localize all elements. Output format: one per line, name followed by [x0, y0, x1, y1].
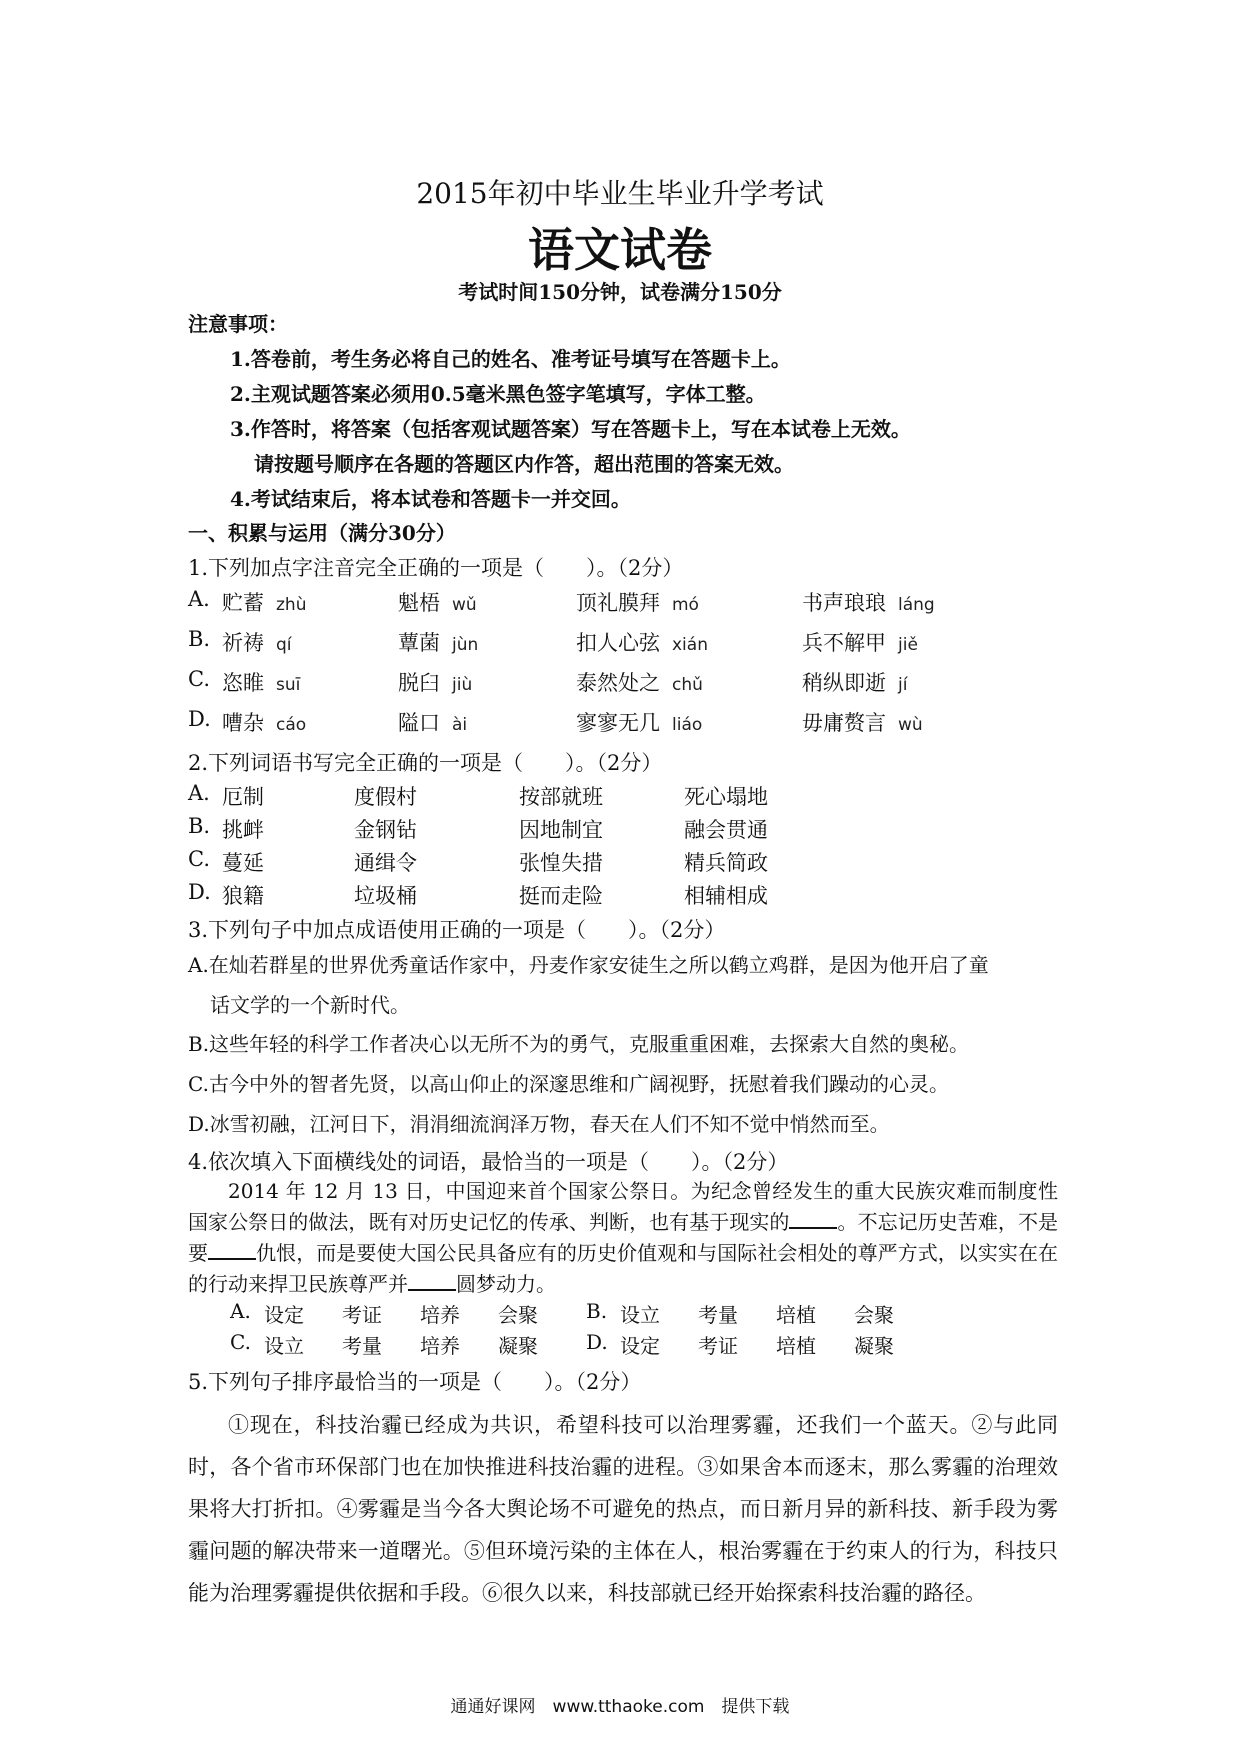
pinyin: xián — [672, 635, 708, 655]
word: 凝聚 — [854, 1334, 894, 1358]
pinyin: liáo — [672, 715, 703, 735]
page-footer: 通通好课网 www.tthaoke.com 提供下载 — [450, 1697, 790, 1717]
word: 考证 — [342, 1303, 382, 1327]
word: 张惶失措 — [519, 851, 603, 875]
word: 蔓延 — [222, 851, 264, 875]
word: 恣睢 — [222, 671, 264, 695]
pinyin: jiù — [452, 675, 473, 695]
q4-choice-row — [230, 1330, 930, 1360]
q2-option-row — [188, 880, 1058, 910]
notice-heading: 注意事项： — [188, 312, 288, 336]
question-1-stem: 1.下列加点字注音完全正确的一项是（ ）。（2分） — [188, 556, 684, 580]
q1-option-row — [188, 627, 1058, 657]
q4-text: 2014 年 12 月 13 日，中国迎来首个国家公祭日。为纪念曾经发生的重大民族灾难而制度性国家公祭日的做法，既有对历史记忆的传承、判断，也有基于现实的 — [188, 1179, 1058, 1234]
answer-blank — [408, 1271, 456, 1291]
question-3-stem: 3.下列句子中加点成语使用正确的一项是（ ）。（2分） — [188, 918, 726, 942]
word: 考证 — [698, 1334, 738, 1358]
word: 金钢钻 — [354, 818, 417, 842]
q3-option-d: D.冰雪初融，江河日下，涓涓细流润泽万物，春天在人们不知不觉中悄然而至。 — [188, 1112, 890, 1136]
word: 培养 — [420, 1334, 460, 1358]
notice-item: 1.答卷前，考生务必将自己的姓名、准考证号填写在答题卡上。 — [230, 347, 791, 371]
option-label: C. — [188, 667, 210, 691]
q2-option-row — [188, 814, 1058, 844]
option-label: B. — [586, 1299, 608, 1323]
word: 厄制 — [222, 785, 264, 809]
word: 考量 — [698, 1303, 738, 1327]
answer-blank — [789, 1209, 837, 1229]
word: 培植 — [776, 1334, 816, 1358]
word: 嘈杂 — [222, 711, 264, 735]
pinyin: wù — [898, 715, 923, 735]
option-label: D. — [188, 707, 211, 731]
word: 书声琅琅 — [802, 591, 886, 615]
word: 培养 — [420, 1303, 460, 1327]
word: 精兵简政 — [684, 851, 768, 875]
word: 垃圾桶 — [354, 884, 417, 908]
pinyin: cáo — [276, 715, 307, 735]
q4-passage — [188, 1176, 1058, 1300]
word: 设立 — [264, 1334, 304, 1358]
pinyin: láng — [898, 595, 935, 615]
pinyin: mó — [672, 595, 699, 615]
word: 泰然处之 — [576, 671, 660, 695]
word: 通缉令 — [354, 851, 417, 875]
q4-text: 圆梦动力。 — [456, 1272, 556, 1296]
pinyin: jí — [898, 675, 908, 695]
notice-item: 2.主观试题答案必须用0.5毫米黑色签字笔填写，字体工整。 — [230, 382, 766, 406]
pinyin: wǔ — [452, 595, 477, 615]
word: 挑衅 — [222, 818, 264, 842]
option-label: B. — [188, 627, 211, 651]
q3-option-a: A.在灿若群星的世界优秀童话作家中，丹麦作家安徒生之所以鹤立鸡群，是因为他开启了童 — [188, 953, 989, 977]
word: 按部就班 — [519, 785, 603, 809]
section-heading: 一、积累与运用（满分30分） — [188, 521, 456, 545]
pinyin: qí — [276, 635, 292, 655]
word: 会聚 — [498, 1303, 538, 1327]
word: 稍纵即逝 — [802, 671, 886, 695]
q5-passage: ①现在，科技治霾已经成为共识，希望科技可以治理雾霾，还我们一个蓝天。②与此同时，各个省市环保部门也在加快推进科技治霾的进程。③如果舍本而逐末，那么雾霾的治理效果将大打折扣。④雾霾是当今各大舆论场不可避免的热点，而日新月异的新科技、新手段为雾霾问题的解决带来一道曙光。⑤但环境污染的主体在人，根治雾霾在于约束人的行为，科技只能为治理雾霾提供依据和手段。⑥很久以来，科技部就已经开始探索科技治霾的路径。 — [188, 1413, 1058, 1605]
option-label: A. — [188, 587, 210, 611]
word: 挺而走险 — [519, 884, 603, 908]
word: 扣人心弦 — [576, 631, 660, 655]
word: 狼籍 — [222, 884, 264, 908]
word: 培植 — [776, 1303, 816, 1327]
q1-option-row — [188, 587, 1058, 617]
word: 会聚 — [854, 1303, 894, 1327]
word: 融会贯通 — [684, 818, 768, 842]
q1-option-row — [188, 667, 1058, 697]
pinyin: jiě — [898, 635, 918, 655]
answer-blank — [208, 1240, 256, 1260]
word: 设定 — [264, 1303, 304, 1327]
option-label: C. — [188, 847, 210, 871]
q4-text: 仇恨，而是要使大国公民具备应有的历史价值观和与国际社会相处的尊严方式，以实实在在的行动来捍卫民族尊严并 — [188, 1241, 1059, 1296]
word: 凝聚 — [498, 1334, 538, 1358]
q4-text: 。不忘记历史苦难，不是要 — [188, 1210, 1059, 1265]
word: 顶礼膜拜 — [576, 591, 660, 615]
pinyin: ài — [452, 715, 468, 735]
pinyin: chǔ — [672, 675, 703, 695]
option-label: A. — [188, 781, 210, 805]
word: 隘口 — [398, 711, 440, 735]
word: 兵不解甲 — [802, 631, 886, 655]
word: 死心塌地 — [684, 785, 768, 809]
word: 因地制宜 — [519, 818, 603, 842]
q3-option-a-cont: 话文学的一个新时代。 — [210, 993, 410, 1017]
q3-option-c: C.古今中外的智者先贤，以高山仰止的深邃思维和广阔视野，抚慰着我们躁动的心灵。 — [188, 1072, 949, 1096]
notice-item: 请按题号顺序在各题的答题区内作答，超出范围的答案无效。 — [254, 452, 794, 476]
word: 贮蓄 — [222, 591, 264, 615]
pinyin: suī — [276, 675, 301, 695]
word: 魁梧 — [398, 591, 440, 615]
option-label: D. — [188, 880, 211, 904]
exam-info: 考试时间150分钟，试卷满分150分 — [458, 280, 782, 304]
word: 毋庸赘言 — [802, 711, 886, 735]
notice-item: 4.考试结束后，将本试卷和答题卡一并交回。 — [230, 487, 631, 511]
question-4-stem: 4.依次填入下面横线处的词语，最恰当的一项是（ ）。（2分） — [188, 1150, 789, 1174]
exam-title: 2015年初中毕业生毕业升学考试 — [416, 177, 824, 210]
q2-option-row — [188, 847, 1058, 877]
word: 寥寥无几 — [576, 711, 660, 735]
word: 脱臼 — [398, 671, 440, 695]
q2-option-row — [188, 781, 1058, 811]
pinyin: zhù — [276, 595, 307, 615]
option-label: A. — [230, 1299, 251, 1323]
question-5-stem: 5.下列句子排序最恰当的一项是（ ）。（2分） — [188, 1370, 642, 1394]
notice-item: 3.作答时，将答案（包括客观试题答案）写在答题卡上，写在本试卷上无效。 — [230, 417, 911, 441]
q1-option-row — [188, 707, 1058, 737]
subject-title: 语文试卷 — [528, 223, 712, 277]
question-2-stem: 2.下列词语书写完全正确的一项是（ ）。（2分） — [188, 751, 663, 775]
word: 设立 — [620, 1303, 660, 1327]
word: 蕈菌 — [398, 631, 440, 655]
option-label: C. — [230, 1330, 251, 1354]
pinyin: jùn — [452, 635, 479, 655]
option-label: D. — [586, 1330, 608, 1354]
word: 考量 — [342, 1334, 382, 1358]
word: 度假村 — [354, 785, 417, 809]
q3-option-b: B.这些年轻的科学工作者决心以无所不为的勇气，克服重重困难，去探索大自然的奥秘。 — [188, 1032, 970, 1056]
word: 设定 — [620, 1334, 660, 1358]
word: 相辅相成 — [684, 884, 768, 908]
q4-choice-row — [230, 1299, 930, 1329]
option-label: B. — [188, 814, 211, 838]
word: 祈祷 — [222, 631, 264, 655]
